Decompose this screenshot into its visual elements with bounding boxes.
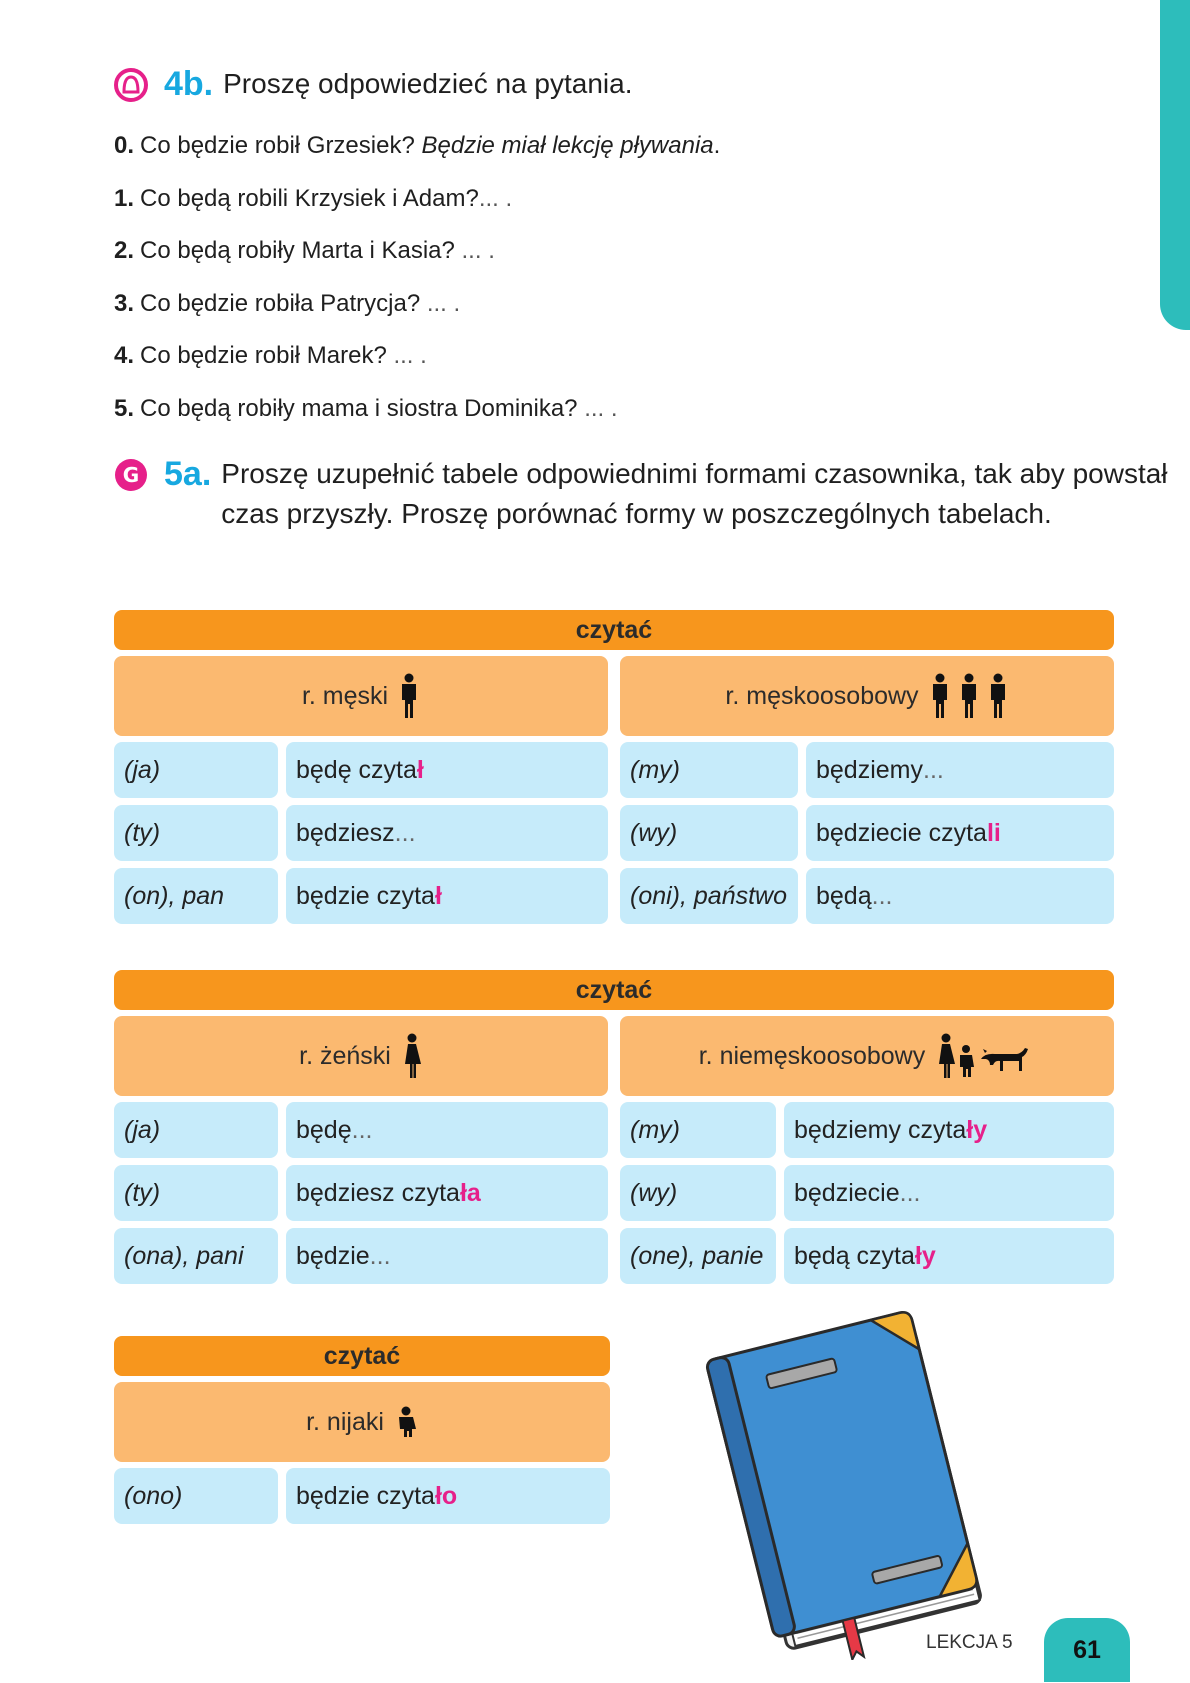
header-feminine: r. żeński [114,1016,608,1096]
three-men-icon [929,673,1009,719]
question-item: 3. Co będzie robiła Patrycja? ... . [114,289,461,317]
pronoun-cell: (oni), państwo [620,868,798,924]
exercise-number: 5a. [164,455,212,493]
verb-form-cell[interactable]: będziesz ... [286,805,608,861]
pronoun-cell: (ty) [114,1165,278,1221]
question-item: 2. Co będą robiły Marta i Kasia? ... . [114,237,495,264]
question-list [114,126,720,441]
verb-form-cell[interactable]: będą ... [806,868,1114,924]
woman-child-animal-icon [935,1033,1035,1079]
verb-form-cell[interactable]: będzie ... [286,1228,608,1284]
verb-form-cell: będzie czyta ło [286,1468,610,1524]
pronoun-cell: (my) [620,742,798,798]
exercise-instruction: Proszę odpowiedzieć na pytania. [223,68,633,99]
question-item: 5. Co będą robiły mama i siostra Dominika? ... . [114,394,618,422]
verb-form-cell: będę czyta ł [286,742,608,798]
verb-form-cell: będziesz czyta ła [286,1165,608,1221]
verb-form-cell[interactable]: będziemy ... [806,742,1114,798]
child-icon [394,1406,418,1438]
verb-form-cell[interactable]: będziecie ... [784,1165,1114,1221]
verb-form-cell[interactable]: będę ... [286,1102,608,1158]
exercise-4b-heading [114,64,633,104]
book-illustration [700,1310,1000,1660]
pronoun-cell: (wy) [620,1165,776,1221]
conjugation-table-feminine [114,970,1114,1290]
pronoun-cell: (ty) [114,805,278,861]
pronoun-cell: (ona), pani [114,1228,278,1284]
header-masculine-personal: r. męskoosobowy [620,656,1114,736]
pronoun-cell: (on), pan [114,868,278,924]
conjugation-table-masculine [114,610,1114,930]
question-item: 1. Co będą robili Krzysiek i Adam?... . [114,184,513,212]
pronoun-cell: (wy) [620,805,798,861]
header-non-masculine-personal: r. niemęskoosobowy [620,1016,1114,1096]
svg-text:G: G [122,463,140,487]
verb-form-cell: będziecie czyta li [806,805,1114,861]
grammar-g-icon [114,458,148,492]
woman-icon [401,1033,423,1079]
verb-form-cell: będą czyta ły [784,1228,1114,1284]
pronoun-cell: (one), panie [620,1228,776,1284]
header-neuter: r. nijaki [114,1382,610,1462]
conjugation-table-neuter [114,1336,610,1526]
exercise-number: 4b. [164,65,214,103]
page-number: 61 [1044,1618,1130,1682]
side-tab-decoration [1160,0,1190,330]
question-item: 4. Co będzie robił Marek? ... . [114,342,427,369]
header-masculine: r. męski [114,656,608,736]
question-item: 0. Co będzie robił Grzesiek? Będzie miał lekcję pływania. [114,132,721,159]
verb-form-cell: będzie czyta ł [286,868,608,924]
man-icon [398,673,420,719]
exercise-instruction: Proszę uzupełnić tabele odpowiednimi formami czasownika, tak aby powstał czas przyszły. Proszę porównać formy w poszczególnych tabelach. [221,458,1168,529]
table-verb-header: czytać [114,970,1114,1010]
speaking-head-icon [114,68,148,102]
verb-form-cell: będziemy czyta ły [784,1102,1114,1158]
exercise-5a-heading [114,454,1181,534]
pronoun-cell: (ono) [114,1468,278,1524]
pronoun-cell: (ja) [114,742,278,798]
table-verb-header: czytać [114,610,1114,650]
table-verb-header: czytać [114,1336,610,1376]
lesson-label: LEKCJA 5 [926,1632,1013,1653]
pronoun-cell: (my) [620,1102,776,1158]
pronoun-cell: (ja) [114,1102,278,1158]
